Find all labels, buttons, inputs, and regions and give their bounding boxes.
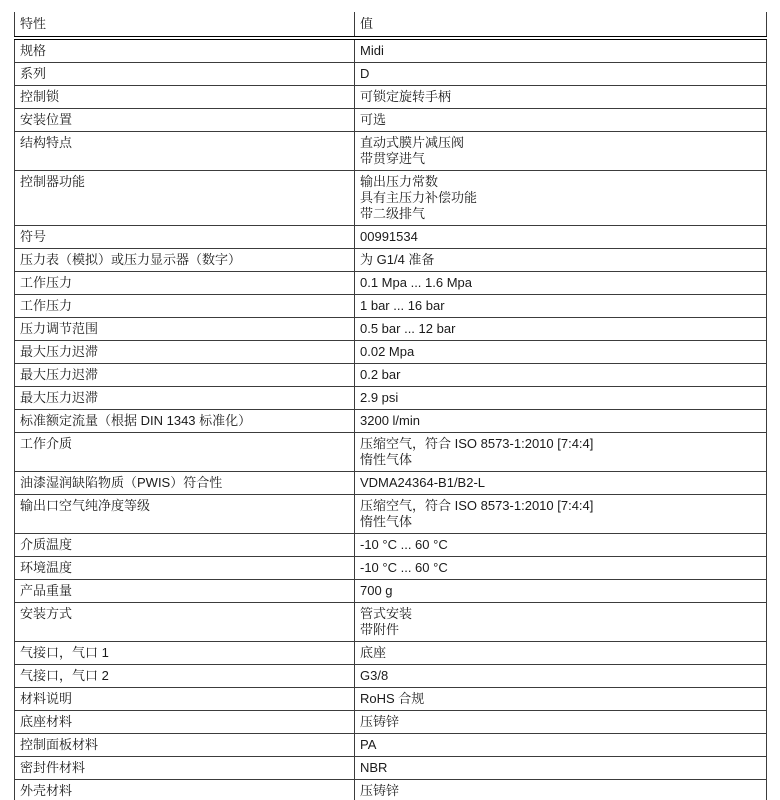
value-cell [355,63,767,86]
value-line: 0.1 Mpa ... 1.6 Mpa [360,275,473,290]
value-cell [355,86,767,109]
table-row [15,665,767,688]
table-row [15,603,767,642]
property-cell: 工作介质 [15,433,355,472]
table-row [15,295,767,318]
value-line: 0.5 bar ... 12 bar [360,321,456,336]
value-cell [355,272,767,295]
value-line: 3200 l/min [360,413,420,428]
property-cell: 规格 [15,38,355,63]
value-cell [355,341,767,364]
table-row [15,534,767,557]
table-row [15,711,767,734]
spec-table [14,12,767,800]
property-cell: 工作压力 [15,295,355,318]
value-line: 压缩空气，符合 ISO 8573-1:2010 [7:4:4] [360,436,594,451]
value-line: 输出压力常数 [360,174,439,189]
value-cell [355,387,767,410]
value-line: 0.2 bar [360,367,401,382]
value-line: RoHS 合规 [360,691,425,706]
value-cell [355,132,767,171]
spec-table-body [15,38,767,800]
value-line: 2.9 psi [360,390,399,405]
table-row [15,38,767,63]
property-cell: 输出口空气纯净度等级 [15,495,355,534]
value-cell [355,295,767,318]
value-cell [355,433,767,472]
value-line: 底座 [360,645,387,660]
value-line: 可选 [360,112,387,127]
property-cell: 压力表（模拟）或压力显示器（数字） [15,249,355,272]
table-row [15,63,767,86]
value-cell [355,472,767,495]
value-cell [355,38,767,63]
table-row [15,249,767,272]
value-cell [355,580,767,603]
value-line: 带附件 [360,622,400,637]
property-cell: 最大压力迟滞 [15,387,355,410]
value-cell [355,410,767,433]
value-line: PA [360,737,377,752]
value-line: 压铸锌 [360,783,400,798]
value-line: VDMA24364-B1/B2-L [360,475,486,490]
table-row [15,557,767,580]
value-cell [355,665,767,688]
value-cell [355,109,767,132]
table-row [15,272,767,295]
property-cell: 产品重量 [15,580,355,603]
value-line: 带贯穿进气 [360,151,426,166]
value-cell [355,534,767,557]
property-cell: 标准额定流量（根据 DIN 1343 标准化） [15,410,355,433]
property-cell: 外壳材料 [15,780,355,800]
property-cell: 工作压力 [15,272,355,295]
header-row [15,12,767,38]
value-line: 惰性气体 [360,514,413,529]
table-row [15,688,767,711]
property-cell: 控制器功能 [15,171,355,226]
value-line: 0.02 Mpa [360,344,415,359]
value-column-header: 值 [355,12,767,38]
property-cell: 控制锁 [15,86,355,109]
value-cell [355,711,767,734]
value-cell [355,642,767,665]
value-line: 700 g [360,583,393,598]
value-line: -10 °C ... 60 °C [360,560,448,575]
value-line: 1 bar ... 16 bar [360,298,445,313]
value-cell [355,249,767,272]
value-line: 直动式膜片减压阀 [360,135,465,150]
value-line: 压铸锌 [360,714,400,729]
property-cell: 材料说明 [15,688,355,711]
value-line: Midi [360,43,384,58]
table-row [15,734,767,757]
value-cell [355,495,767,534]
table-row [15,132,767,171]
table-row [15,757,767,780]
property-cell: 密封件材料 [15,757,355,780]
value-cell [355,780,767,800]
table-row [15,580,767,603]
table-row [15,495,767,534]
property-cell: 安装位置 [15,109,355,132]
value-cell [355,688,767,711]
property-cell: 油漆湿润缺陷物质（PWIS）符合性 [15,472,355,495]
value-line: -10 °C ... 60 °C [360,537,448,552]
table-row [15,387,767,410]
property-cell: 安装方式 [15,603,355,642]
table-row [15,86,767,109]
value-cell [355,757,767,780]
value-line: 00991534 [360,229,418,244]
value-line: 为 G1/4 准备 [360,252,435,267]
value-line: 可锁定旋转手柄 [360,89,452,104]
property-cell: 底座材料 [15,711,355,734]
property-column-header: 特性 [15,12,355,38]
value-line: 具有主压力补偿功能 [360,190,478,205]
property-cell: 介质温度 [15,534,355,557]
value-cell [355,734,767,757]
value-cell [355,557,767,580]
table-row [15,341,767,364]
property-cell: 控制面板材料 [15,734,355,757]
value-line: 惰性气体 [360,452,413,467]
value-cell [355,318,767,341]
value-line: 带二级排气 [360,206,426,221]
property-cell: 环境温度 [15,557,355,580]
value-line: D [360,66,370,81]
value-line: 压缩空气，符合 ISO 8573-1:2010 [7:4:4] [360,498,594,513]
value-cell [355,171,767,226]
table-row [15,171,767,226]
table-row [15,109,767,132]
table-row [15,433,767,472]
value-line: G3/8 [360,668,389,683]
table-row [15,472,767,495]
value-line: NBR [360,760,388,775]
value-cell [355,226,767,249]
table-row [15,318,767,341]
property-cell: 最大压力迟滞 [15,341,355,364]
table-row [15,226,767,249]
property-cell: 系列 [15,63,355,86]
property-cell: 最大压力迟滞 [15,364,355,387]
table-row [15,780,767,800]
value-line: 管式安装 [360,606,413,621]
property-cell: 结构特点 [15,132,355,171]
property-cell: 压力调节范围 [15,318,355,341]
value-cell [355,603,767,642]
property-cell: 气接口，气口 1 [15,642,355,665]
property-cell: 气接口，气口 2 [15,665,355,688]
table-row [15,364,767,387]
table-row [15,642,767,665]
property-cell: 符号 [15,226,355,249]
value-cell [355,364,767,387]
table-row [15,410,767,433]
